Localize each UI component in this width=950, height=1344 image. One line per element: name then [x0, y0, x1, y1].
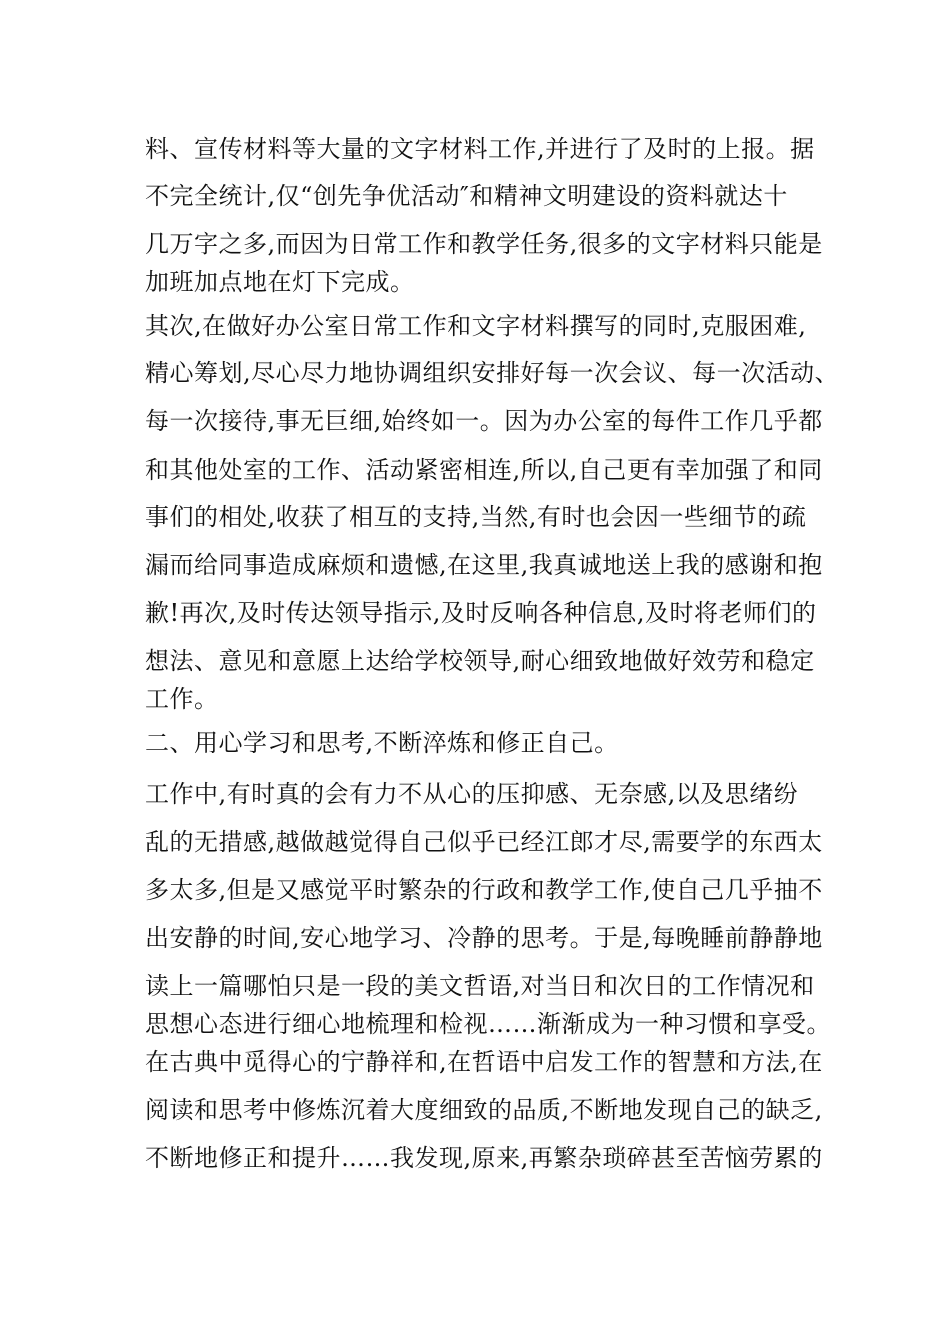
text-line: 几万字之多,而因为日常工作和教学任务,很多的文字材料只能是 [145, 230, 823, 258]
text-line: 不完全统计,仅“创先争优活动″和精神文明建设的资料就达十 [145, 182, 788, 210]
text-line: 料、宣传材料等大量的文字材料工作,并进行了及时的上报。据 [145, 135, 815, 163]
text-line: 出安静的时间,安心地学习、冷静的思考。于是,每晚睡前静静地 [145, 924, 823, 952]
text-line: 事们的相处,收获了相互的支持,当然,有时也会因一些细节的疏 [145, 503, 807, 531]
section-heading: 二、用心学习和思考,不断淬炼和修正自己。 [145, 729, 619, 757]
text-line: 和其他处室的工作、活动紧密相连,所以,自己更有幸加强了和同 [145, 456, 823, 484]
text-line: 加班加点地在灯下完成。 [145, 268, 415, 296]
text-line: 乱的无措感,越做越觉得自己似乎已经江郎才尽,需要学的东西太 [145, 828, 823, 856]
text-line: 想法、意见和意愿上达给学校领导,耐心细致地做好效劳和稳定 [145, 647, 815, 675]
text-line: 读上一篇哪怕只是一段的美文哲语,对当日和次日的工作情况和 [145, 972, 815, 1000]
text-line: 每一次接待,事无巨细,始终如一。因为办公室的每件工作几乎都 [145, 407, 823, 435]
text-line: 不断地修正和提升……我发现,原来,再繁杂琐碎甚至苦恼劳累的 [145, 1144, 823, 1172]
text-line: 工作。 [145, 685, 219, 713]
text-line: 精心筹划,尽心尽力地协调组织安排好每一次会议、每一次活动、 [145, 359, 840, 387]
text-line: 思想心态进行细心地梳理和检视……渐渐成为一种习惯和享受。 [145, 1010, 831, 1038]
text-line: 其次,在做好办公室日常工作和文字材料撰写的同时,克服困难, [145, 312, 807, 340]
text-line: 漏而给同事造成麻烦和遗憾,在这里,我真诚地送上我的感谢和抱 [145, 551, 823, 579]
text-line: 阅读和思考中修炼沉着大度细致的品质,不断地发现自己的缺乏, [145, 1096, 823, 1124]
text-line: 多太多,但是又感觉平时繁杂的行政和教学工作,使自己几乎抽不 [145, 876, 823, 904]
text-line: 在古典中觅得心的宁静祥和,在哲语中启发工作的智慧和方法,在 [145, 1048, 823, 1076]
text-line: 工作中,有时真的会有力不从心的压抑感、无奈感,以及思绪纷 [145, 780, 799, 808]
text-line: 歉!再次,及时传达领导指示,及时反响各种信息,及时将老师们的 [145, 599, 817, 627]
